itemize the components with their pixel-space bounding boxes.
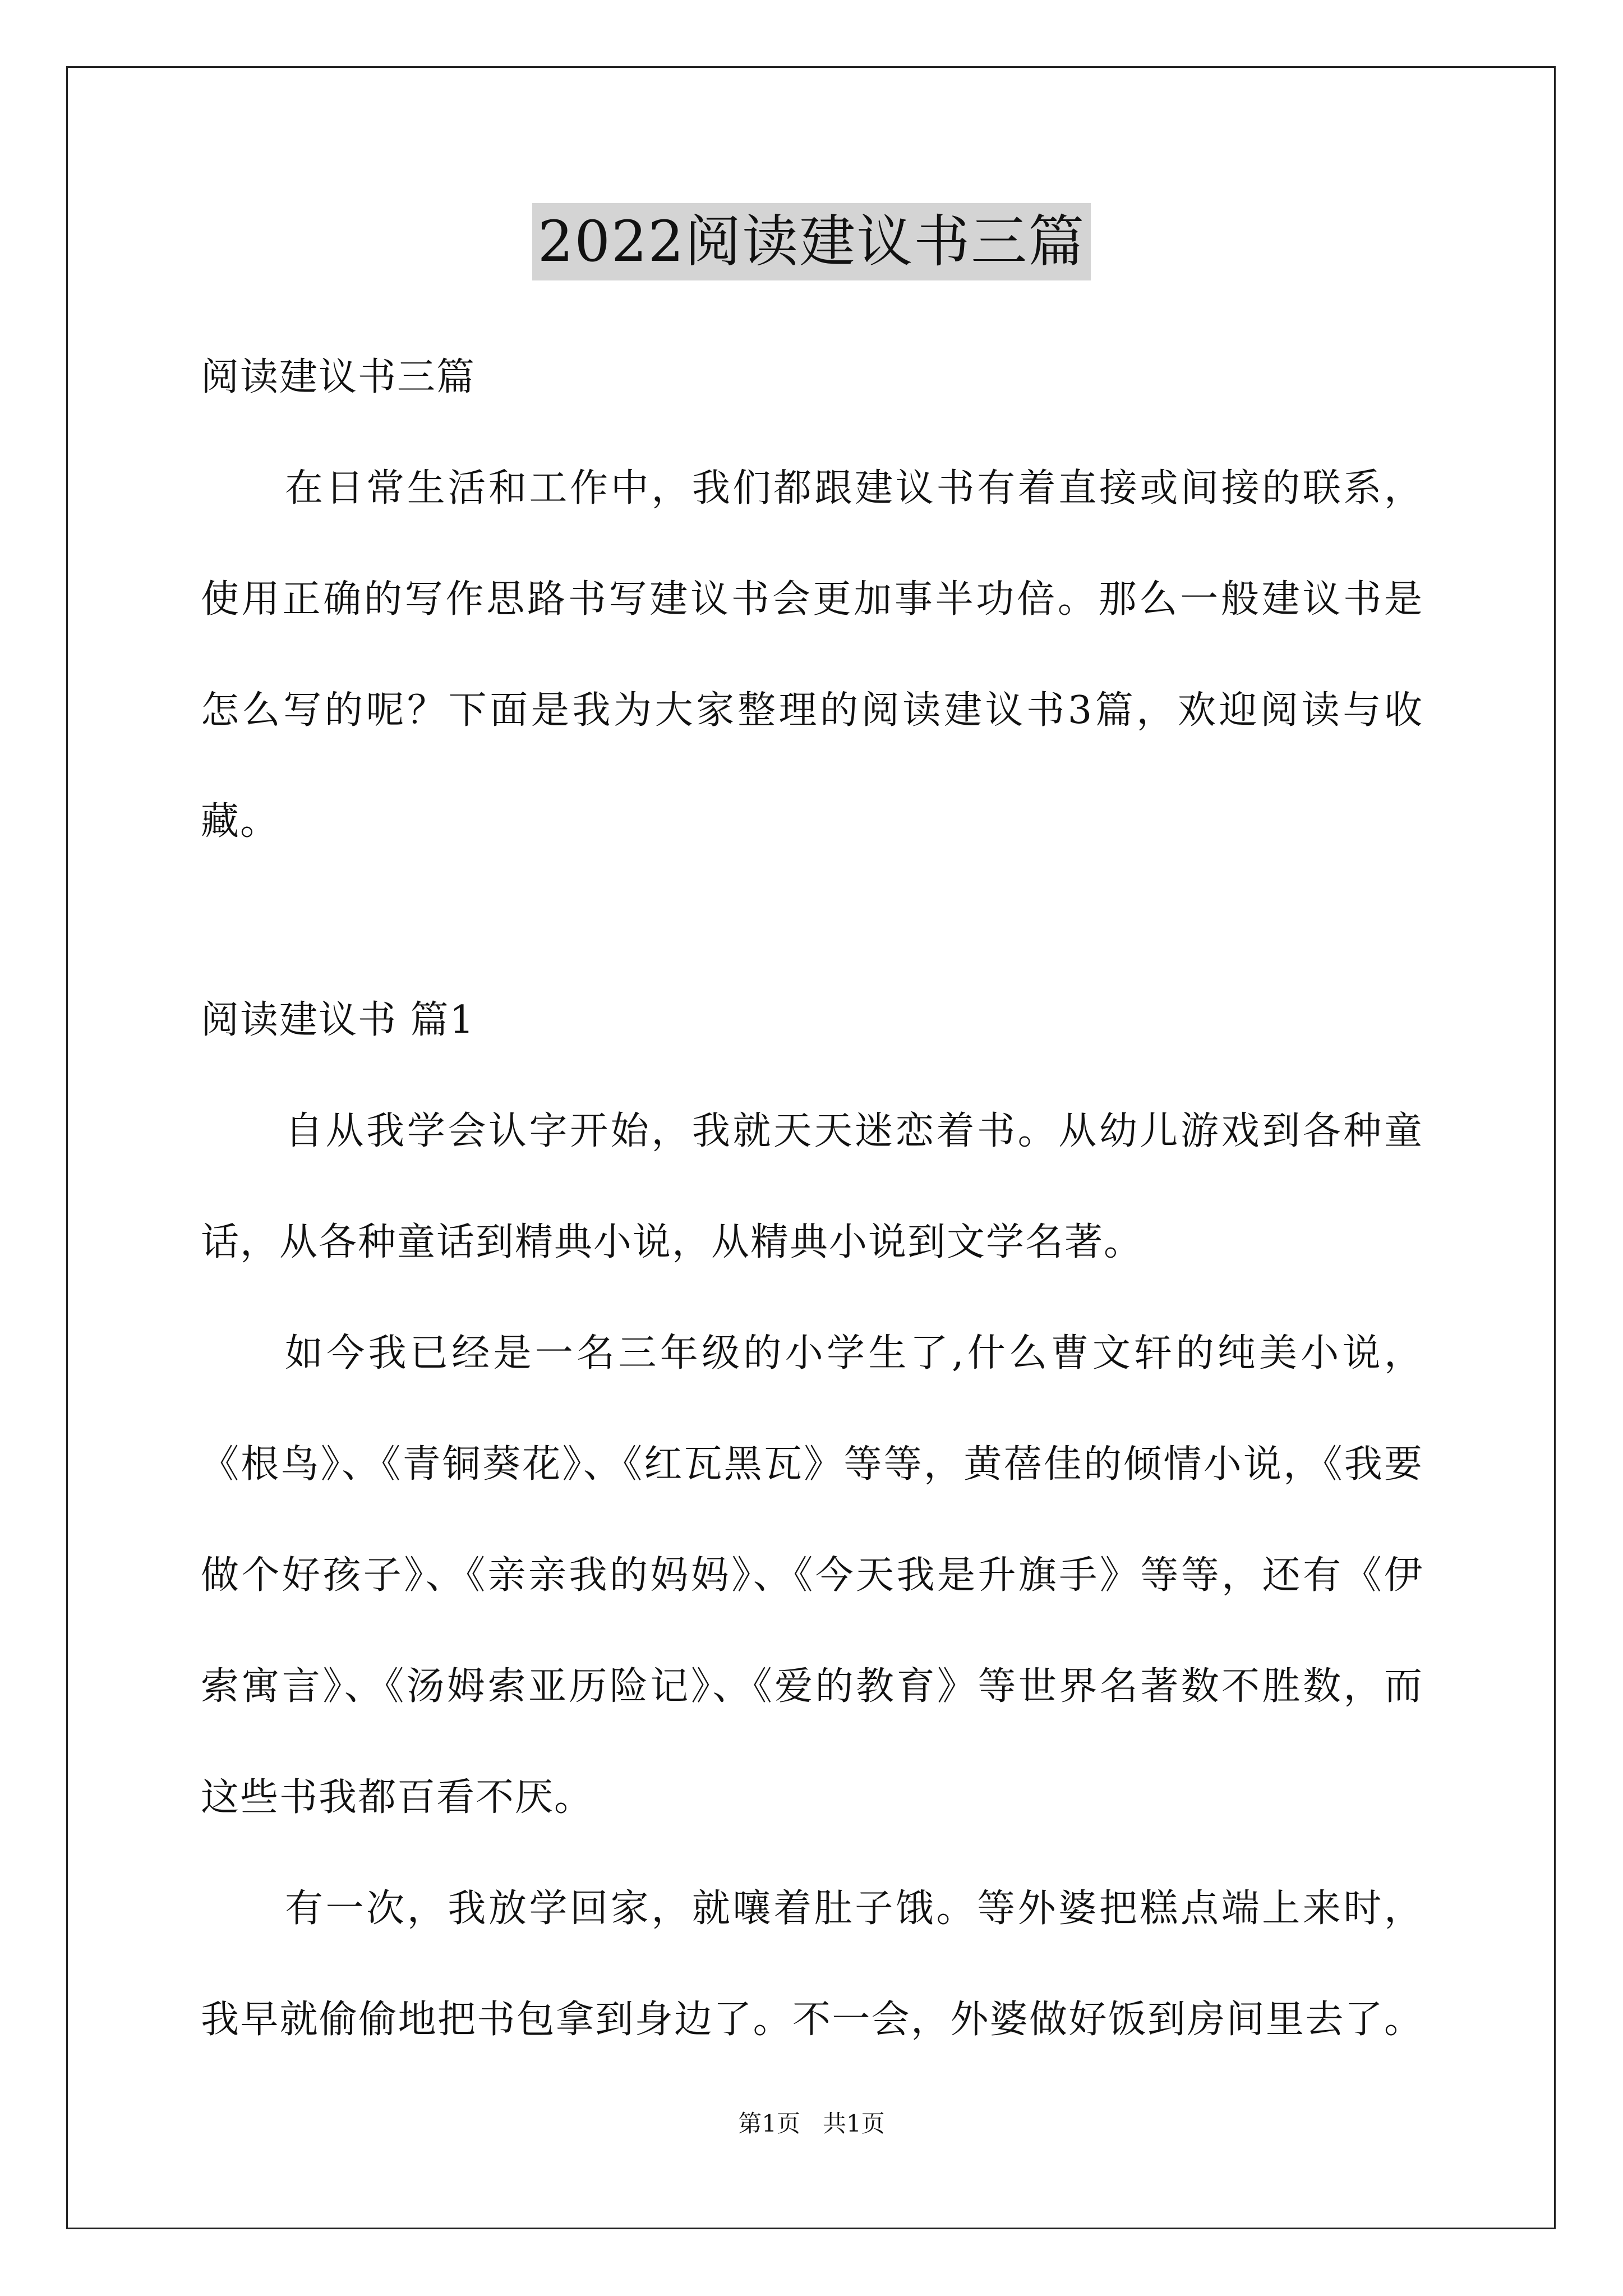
intro-line-3: 怎么写的呢？下面是我为大家整理的阅读建议书3篇，欢迎阅读与收 <box>201 688 1423 733</box>
intro-line-1: 在日常生活和工作中，我们都跟建议书有着直接或间接的联系， <box>285 466 1423 510</box>
p1-line-1: 自从我学会认字开始，我就天天迷恋着书。从幼儿游戏到各种童 <box>285 1109 1423 1153</box>
intro-line-2: 使用正确的写作思路书写建议书会更加事半功倍。那么一般建议书是 <box>201 577 1423 622</box>
p2-line-3: 做个好孩子》、《亲亲我的妈妈》、《今天我是升旗手》等等，还有《伊 <box>201 1553 1423 1598</box>
intro-line-4: 藏。 <box>201 799 280 844</box>
subtitle: 阅读建议书三篇 <box>201 355 476 399</box>
page-footer: 第1页 共1页 <box>738 2110 885 2137</box>
p1-line-2: 话，从各种童话到精典小说，从精典小说到文学名著。 <box>201 1220 1144 1264</box>
p2-line-4: 索寓言》、《汤姆索亚历险记》、《爱的教育》等世界名著数不胜数，而 <box>201 1664 1423 1709</box>
p2-line-2: 《根鸟》、《青铜葵花》、《红瓦黑瓦》等等，黄蓓佳的倾情小说，《我要 <box>201 1442 1423 1487</box>
section-heading-1: 阅读建议书 篇1 <box>201 998 475 1042</box>
document-title: 2022阅读建议书三篇 <box>532 203 1091 280</box>
title-container <box>0 203 1623 280</box>
p2-line-1: 如今我已经是一名三年级的小学生了,什么曹文轩的纯美小说， <box>285 1331 1423 1375</box>
p2-line-5: 这些书我都百看不厌。 <box>201 1775 594 1820</box>
p3-line-2: 我早就偷偷地把书包拿到身边了。不一会，外婆做好饭到房间里去了。 <box>201 1998 1423 2042</box>
p3-line-1: 有一次，我放学回家，就嚷着肚子饿。等外婆把糕点端上来时， <box>285 1887 1423 1931</box>
